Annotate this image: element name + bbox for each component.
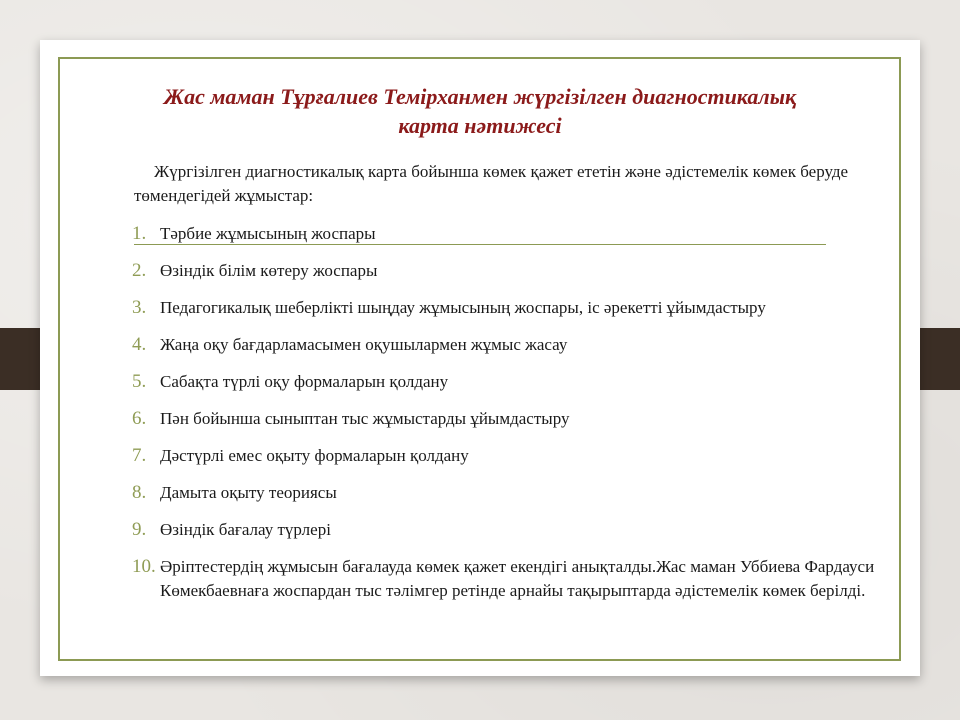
left-accent-bar bbox=[0, 328, 40, 390]
list-item bbox=[132, 296, 922, 333]
list-item bbox=[132, 370, 922, 407]
list-item-text: Сабақта түрлі оқу формаларын қолдану bbox=[160, 372, 449, 391]
list-item bbox=[132, 444, 922, 481]
list-item bbox=[132, 222, 922, 259]
list-item-number: 4. bbox=[132, 334, 147, 355]
list-item-number: 7. bbox=[132, 445, 147, 466]
list-item-number: 9. bbox=[132, 519, 147, 540]
list-item-text: Жаңа оқу бағдарламасымен оқушылармен жұмыс жасау bbox=[160, 335, 568, 354]
list-item-text: Әріптестердің жұмысын бағалауда көмек қажет екендігі анықталды.Жас маман Уббиева Фардауси Көмекбаевнаға жоспардан тыс тәлімгер ретінде арнайы тақырыптарда әдістемелік көмек берілді. bbox=[160, 557, 875, 600]
list-item-number: 8. bbox=[132, 482, 147, 503]
slide-title bbox=[80, 82, 880, 140]
list-item bbox=[132, 333, 922, 370]
list-item-number: 5. bbox=[132, 371, 147, 392]
list-item bbox=[132, 518, 922, 555]
list-item-number: 2. bbox=[132, 260, 147, 281]
list-item-text: Пән бойынша сыныптан тыс жұмыстарды ұйымдастыру bbox=[160, 409, 570, 428]
list-item bbox=[132, 555, 922, 603]
list-item-number: 1. bbox=[132, 223, 147, 244]
list-item bbox=[132, 407, 922, 444]
list-item-text: Өзіндік білім көтеру жоспары bbox=[160, 261, 378, 280]
slide-title-line1: Жас маман Тұрғалиев Темірханмен жүргізілген диагностикалық bbox=[163, 84, 797, 109]
intro-paragraph: Жүргізілген диагностикалық карта бойынша көмек қажет ететін және әдістемелік көмек беруде төмендегідей жұмыстар: bbox=[134, 162, 849, 205]
list-item-text: Дәстүрлі емес оқыту формаларын қолдану bbox=[160, 446, 469, 465]
list-item-text: Педагогикалық шеберлікті шыңдау жұмысының жоспары, іс әрекетті ұйымдастыру bbox=[160, 298, 766, 317]
list-item-number: 10. bbox=[132, 556, 156, 577]
slide-title-line2: карта нәтижесі bbox=[398, 113, 562, 138]
list-item bbox=[132, 481, 922, 518]
list-item-number: 3. bbox=[132, 297, 147, 318]
list-item-text: Өзіндік бағалау түрлері bbox=[160, 520, 331, 539]
list-item-number: 6. bbox=[132, 408, 147, 429]
list-item-text: Дамыта оқыту теориясы bbox=[160, 483, 337, 502]
list-item bbox=[132, 259, 922, 296]
list-item-text: Тәрбие жұмысының жоспары bbox=[160, 224, 376, 243]
recommendation-list bbox=[132, 222, 922, 603]
